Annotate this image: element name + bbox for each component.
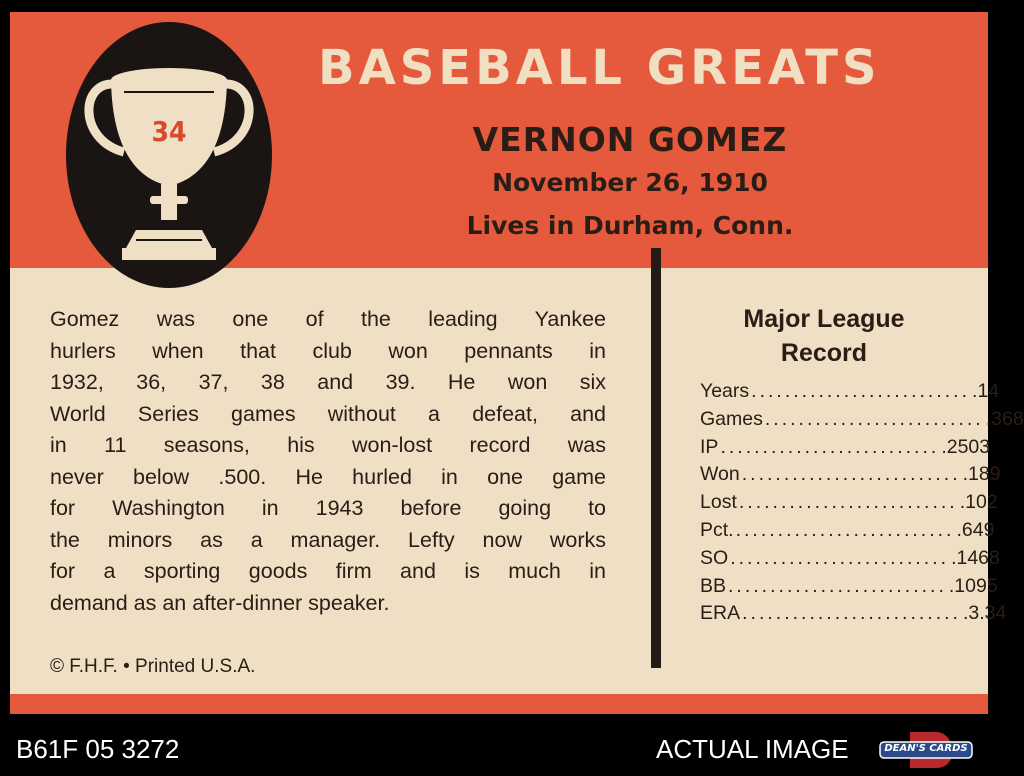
logo-text: DEAN'S CARDS [884, 743, 968, 754]
trophy-icon [66, 22, 272, 288]
bio-line: for a sporting goods firm and is much in [50, 559, 606, 583]
baseball-card [10, 12, 1024, 714]
stat-label: SO [700, 546, 729, 569]
player-name: VERNON GOMEZ [472, 120, 788, 159]
series-title: BASEBALL GREATS [318, 40, 881, 96]
stat-value: .102 [959, 491, 998, 514]
stat-value: .368 [985, 407, 1024, 430]
stat-value: .3.34 [962, 602, 1007, 625]
copyright-line: © F.H.F. • Printed U.S.A. [50, 656, 256, 677]
record-heading-line1: Major League [743, 305, 905, 333]
stat-row [700, 434, 991, 462]
stat-label: ERA [700, 602, 741, 625]
stat-label: Games [700, 407, 763, 430]
birth-date: November 26, 1910 [492, 168, 768, 197]
bio-line: never below .500. He hurled in one game [50, 464, 606, 489]
record-heading [692, 302, 956, 370]
stat-label: Years [700, 380, 750, 402]
stat-label: Won [700, 463, 740, 486]
stat-value: .14 [972, 380, 1000, 402]
stat-row [700, 517, 995, 545]
trophy-emblem [66, 22, 272, 288]
stat-leader-dots: .......................... [730, 546, 950, 569]
deans-cards-logo [880, 730, 972, 770]
image-type-label: ACTUAL IMAGE [656, 734, 849, 764]
stat-leader-dots: .......................... [720, 435, 940, 458]
stat-label: BB [700, 574, 727, 597]
stat-row [700, 489, 998, 517]
stat-row [700, 573, 998, 601]
bio-line: for Washington in 1943 before going to [50, 496, 606, 520]
stat-leader-dots: .......................... [728, 574, 947, 597]
stat-leader-dots: .......................... [741, 463, 961, 486]
bio-line: the minors as a manager. Lefty now works [50, 527, 606, 552]
column-divider [651, 248, 661, 668]
card-number: 34 [151, 115, 187, 148]
stat-value: .189 [962, 463, 1001, 486]
stat-label: IP [700, 435, 719, 458]
bio-line: demand as an after-dinner speaker. [50, 590, 390, 615]
stats-table [700, 378, 1024, 628]
stat-leader-dots: .......................... [764, 407, 984, 430]
stat-leader-dots: .......................... [751, 380, 971, 402]
bio-line: in 11 seasons, his won-lost record was [50, 433, 606, 457]
bio-line: World Series games without a defeat, and [50, 401, 606, 426]
bio-line: Gomez was one of the leading Yankee [50, 307, 606, 331]
stat-row [700, 378, 1000, 406]
stat-value: .649 [956, 518, 995, 541]
stat-value: .1468 [951, 546, 1000, 569]
stat-row [700, 406, 1024, 434]
stat-label: Lost [700, 491, 737, 514]
record-heading-line2: Record [780, 339, 868, 367]
stat-row [700, 545, 1000, 573]
stat-label: Pct. [700, 518, 734, 541]
stat-leader-dots: .......................... [735, 518, 955, 541]
stat-leader-dots: .......................... [738, 491, 958, 514]
bio-line: hurlers when that club won pennants in [50, 338, 606, 363]
cert-number: B61F 05 3272 [16, 734, 180, 764]
residence: Lives in Durham, Conn. [466, 211, 794, 240]
bio-line: 1932, 36, 37, 38 and 39. He won six [50, 370, 606, 394]
stat-value: .2503 [941, 435, 991, 458]
stat-value: .1095 [948, 574, 998, 597]
stat-row [700, 600, 1007, 628]
stat-leader-dots: .......................... [742, 602, 961, 625]
card-footer-band [10, 694, 988, 714]
bio-text [50, 304, 606, 619]
stat-row [700, 461, 1001, 489]
